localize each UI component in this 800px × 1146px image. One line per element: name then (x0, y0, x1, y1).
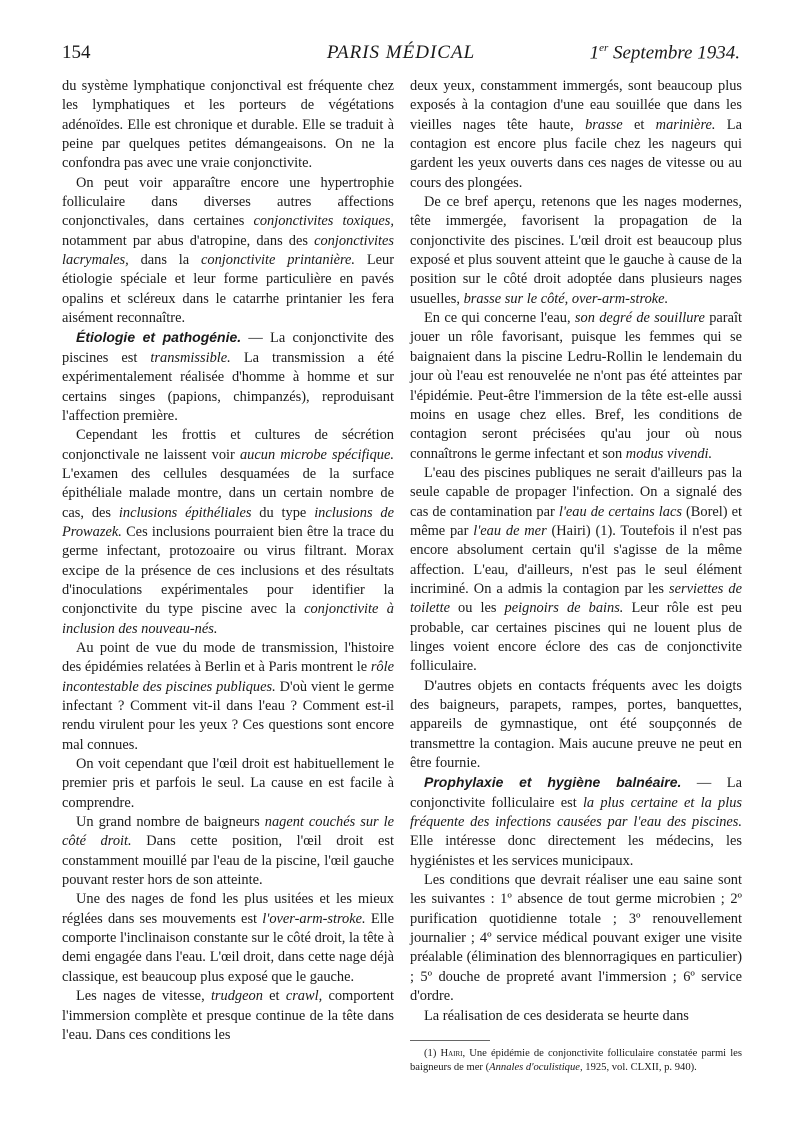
section-etiologie (62, 328, 394, 426)
italic-text: conjonctivites toxiques, (253, 213, 394, 230)
text-run: L'eau des piscines publiques ne serait d'ailleurs pas la seule capable de propager l'infection. On a signalé des cas de contamination par (410, 464, 742, 520)
text-run: Ces inclusions pourraient bien être la trace du germe infectant, protozoaire ou virus filtrant. Morax excipe de la présence de ces inclusions et des résultats d'inoculations expérimentales pour identifier la conjonctivite du type piscine avec la (62, 523, 394, 618)
italic-text: conjonctivites lacrymales, (62, 232, 394, 269)
text-run: Un grand nombre de baigneurs (76, 814, 265, 831)
paragraph (410, 309, 742, 464)
journal-title: PARIS MÉDICAL (326, 42, 476, 63)
text-run: Les nages de vitesse, (76, 988, 211, 1005)
paragraph (62, 755, 394, 813)
paragraph (62, 77, 394, 174)
text-run: Une épidémie de conjonctivite folliculaire constatée parmi les baigneurs de mer ( (410, 1047, 742, 1073)
text-run: On peut voir apparaître encore une hypertrophie folliculaire dans diverses autres affections conjonctivales, dans certaines (62, 174, 394, 230)
issue-date-day: 1 (589, 42, 600, 64)
italic-text: Annales d'oculistique, (489, 1061, 583, 1073)
text-run: Les conditions que devrait réaliser une eau saine sont les suivantes : 1º absence de tout germe microbien ; 2º purification quotidienne totale ; 3º renouvellement journalier ; 4º service médical pouvant exiger une visite préalable (élimination des blennorragiques en particulier) ; 5º douche de propreté avant l'immersion ; 6º service d'ordre. (410, 872, 742, 1005)
section-heading: Prophylaxie et hygiène balnéaire. (424, 774, 682, 791)
text-run: — La conjonctivite folliculaire est (410, 775, 742, 811)
italic-text: serviettes de toilette (410, 580, 742, 617)
text-run: Leur rôle est peu probable, car certaines piscines qui ne louent plus de linges voient encore éclore des cas de conjonctivite folliculaire. (410, 600, 742, 675)
paragraph (62, 987, 394, 1045)
text-run: du type (251, 504, 315, 521)
italic-text: conjonctivite à inclusion des nouveau-nés. (62, 601, 394, 637)
page-number: 154 (62, 42, 91, 63)
issue-date-text: Septembre 1934. (613, 42, 740, 64)
paragraph (62, 890, 394, 987)
text-run: Cependant les frottis et cultures de sécrétion conjonctivale ne laissent voir (62, 427, 394, 463)
paragraph (410, 1007, 742, 1026)
text-run: paraît jouer un rôle favorisant, puisque les femmes qui se baignaient dans la piscine Ledru-Rollin le lendemain du jour où l'eau est renouvelée ne n'ont pas été atteintes par l'épidémie. Peut-être l'immersion de la tête est-elle aussi moins en usage chez elles. Bref, les conditions de contagion seront précisées qu'au jour où nous connaîtrons le germe infectant et son (410, 310, 742, 462)
footnote-divider (410, 1040, 490, 1041)
text-run: (Borel) et même par (410, 503, 742, 539)
paragraph (410, 677, 742, 774)
text-run: et (622, 116, 656, 133)
italic-text: transmissible. (150, 349, 231, 366)
text-run: D'où vient le germe infectant ? Comment vit-il dans l'eau ? Comment est-il rendu virulent pour les yeux ? Ces questions sont encore mal connues. (62, 678, 394, 753)
italic-text: la plus certaine et la plus fréquente des infections causées par l'eau des piscines. (410, 794, 742, 831)
paragraph (410, 464, 742, 677)
text-run: L'examen des cellules desquamées de la surface épithéliale malade montre, dans un certain nombre de cas, des (62, 465, 394, 521)
text-run: comportent l'immersion complète et presque continue de la tête dans l'eau. Dans ces conditions les (62, 988, 394, 1043)
text-run: — La conjonctivite des piscines est (62, 330, 394, 366)
text-run: notamment par abus d'atropine, dans des (62, 232, 315, 249)
text-run: ou les (449, 600, 505, 617)
text-run: 1925, vol. CLXII, p. 940). (582, 1061, 697, 1073)
italic-text: crawl, (285, 988, 323, 1005)
text-run: du système lymphatique conjonctival est fréquente chez les lymphatiques et les porteurs de végétations adénoïdes. Elle est chronique et durable. Elle se traduit à peine par quelques petites démangeaisons. On ne la confondra pas avec une vraie conjonctivite. (62, 78, 394, 172)
issue-date (590, 42, 740, 64)
italic-text: inclusions épithéliales (118, 504, 252, 521)
text-run: Une des nages de fond les plus usitées et les mieux réglées dans ses mouvements est (62, 891, 394, 927)
text-run: En ce qui concerne l'eau, (424, 310, 575, 327)
section-prophylaxie (410, 773, 742, 871)
text-run: La transmission a été expérimentalement réalisée d'homme à homme et sur certains singes (papions, chimpanzés), reproduisant l'affection première. (62, 349, 395, 424)
paragraph (410, 193, 742, 309)
italic-text: trudgeon (210, 988, 263, 1005)
text-run: Elle comporte l'inclinaison constante sur le côté droit, la tête à demi engagée dans l'eau. L'œil droit, dans cette nage déjà classique, est beaucoup plus exposé que le gauche. (62, 910, 394, 985)
text-run: dans la (128, 252, 202, 269)
paragraph (62, 639, 394, 755)
footnote (410, 1047, 742, 1075)
italic-text: modus vivendi. (625, 445, 713, 462)
paragraph (62, 174, 394, 329)
text-run: (1) (424, 1047, 441, 1059)
text-run: Elle intéresse donc directement les médecins, les hygiénistes et les services municipaux. (410, 833, 742, 869)
italic-text: conjonctivite printanière. (201, 252, 356, 269)
issue-date-sup: er (599, 42, 609, 54)
italic-text: rôle incontestable des piscines publiques. (62, 659, 394, 695)
text-run: (Hairi) (1). Toutefois il n'est pas encore absolument certain qu'il s'agisse de la même affection. L'eau, d'ailleurs, n'est pas le seul élément incriminé. On a admis la contagion par les (410, 522, 742, 597)
italic-text: aucun microbe spécifique. (239, 446, 394, 463)
right-column (410, 77, 742, 1075)
italic-text: son degré de souillure (574, 310, 705, 327)
text-run: De ce bref aperçu, retenons que les nages modernes, tête immergée, favorisent la propagation de la conjonctivite des piscines. L'œil droit est beaucoup plus exposé et plus souvent atteint que le gauche à cause de la position sur le côté droit adoptée dans plusieurs nages usuelles, (410, 194, 742, 307)
text-run: La contagion est encore plus facile chez les nageurs qui gardent les yeux ouverts dans ces nages de vitesse ou au cours des plongées. (410, 116, 742, 191)
section-heading: Étiologie et pathogénie. (76, 329, 242, 346)
text-run: Leur étiologie spéciale et leur forme particulière en pavés opalins et scléreux dans le catarrhe printanier les fera aisément reconnaître. (62, 252, 395, 327)
text-run: deux yeux, constamment immergés, sont beaucoup plus exposés à la contagion d'une eau souillée que dans les vieilles nages tête haute, (410, 78, 742, 133)
italic-text: l'over-arm-stroke. (262, 910, 366, 927)
paragraph (410, 871, 742, 1006)
italic-text: l'eau de mer (473, 522, 547, 539)
text-run: et (262, 988, 286, 1005)
text-run: La réalisation de ces desiderata se heurte dans (424, 1007, 689, 1024)
text-run: D'autres objets en contacts fréquents avec les doigts des baigneurs, parapets, rampes, portes, banquettes, appareils de gymnastique, ont été soupçonnés de transmettre la contagion. Mais aucune preuve ne peut en être fournie. (410, 677, 742, 772)
italic-text: inclusions de Prowazek. (62, 504, 394, 540)
text-run: Dans cette position, l'œil droit est constamment mouillé par l'eau de la piscine, l'œil gauche pouvant rester hors de son atteinte. (62, 833, 394, 889)
text-run: Au point de vue du mode de transmission, l'histoire des épidémies relatées à Berlin et à Paris montrent le (62, 639, 394, 676)
paragraph (62, 813, 394, 890)
left-column (62, 77, 394, 1045)
italic-text: peignoirs de bains. (504, 600, 624, 617)
italic-text: nagent couchés sur le côté droit. (62, 814, 394, 850)
text-run: Hairi, (440, 1047, 466, 1059)
italic-text: brasse sur le côté, over-arm-stroke. (463, 290, 669, 307)
paragraph (62, 426, 394, 639)
paragraph (410, 77, 742, 193)
italic-text: l'eau de certains lacs (558, 503, 682, 520)
italic-text: brasse (585, 116, 623, 133)
page-header (62, 42, 740, 70)
text-run: On voit cependant que l'œil droit est habituellement le premier pris et parfois le seul. La cause en est facile à comprendre. (62, 756, 394, 811)
italic-text: marinière. (655, 116, 716, 133)
